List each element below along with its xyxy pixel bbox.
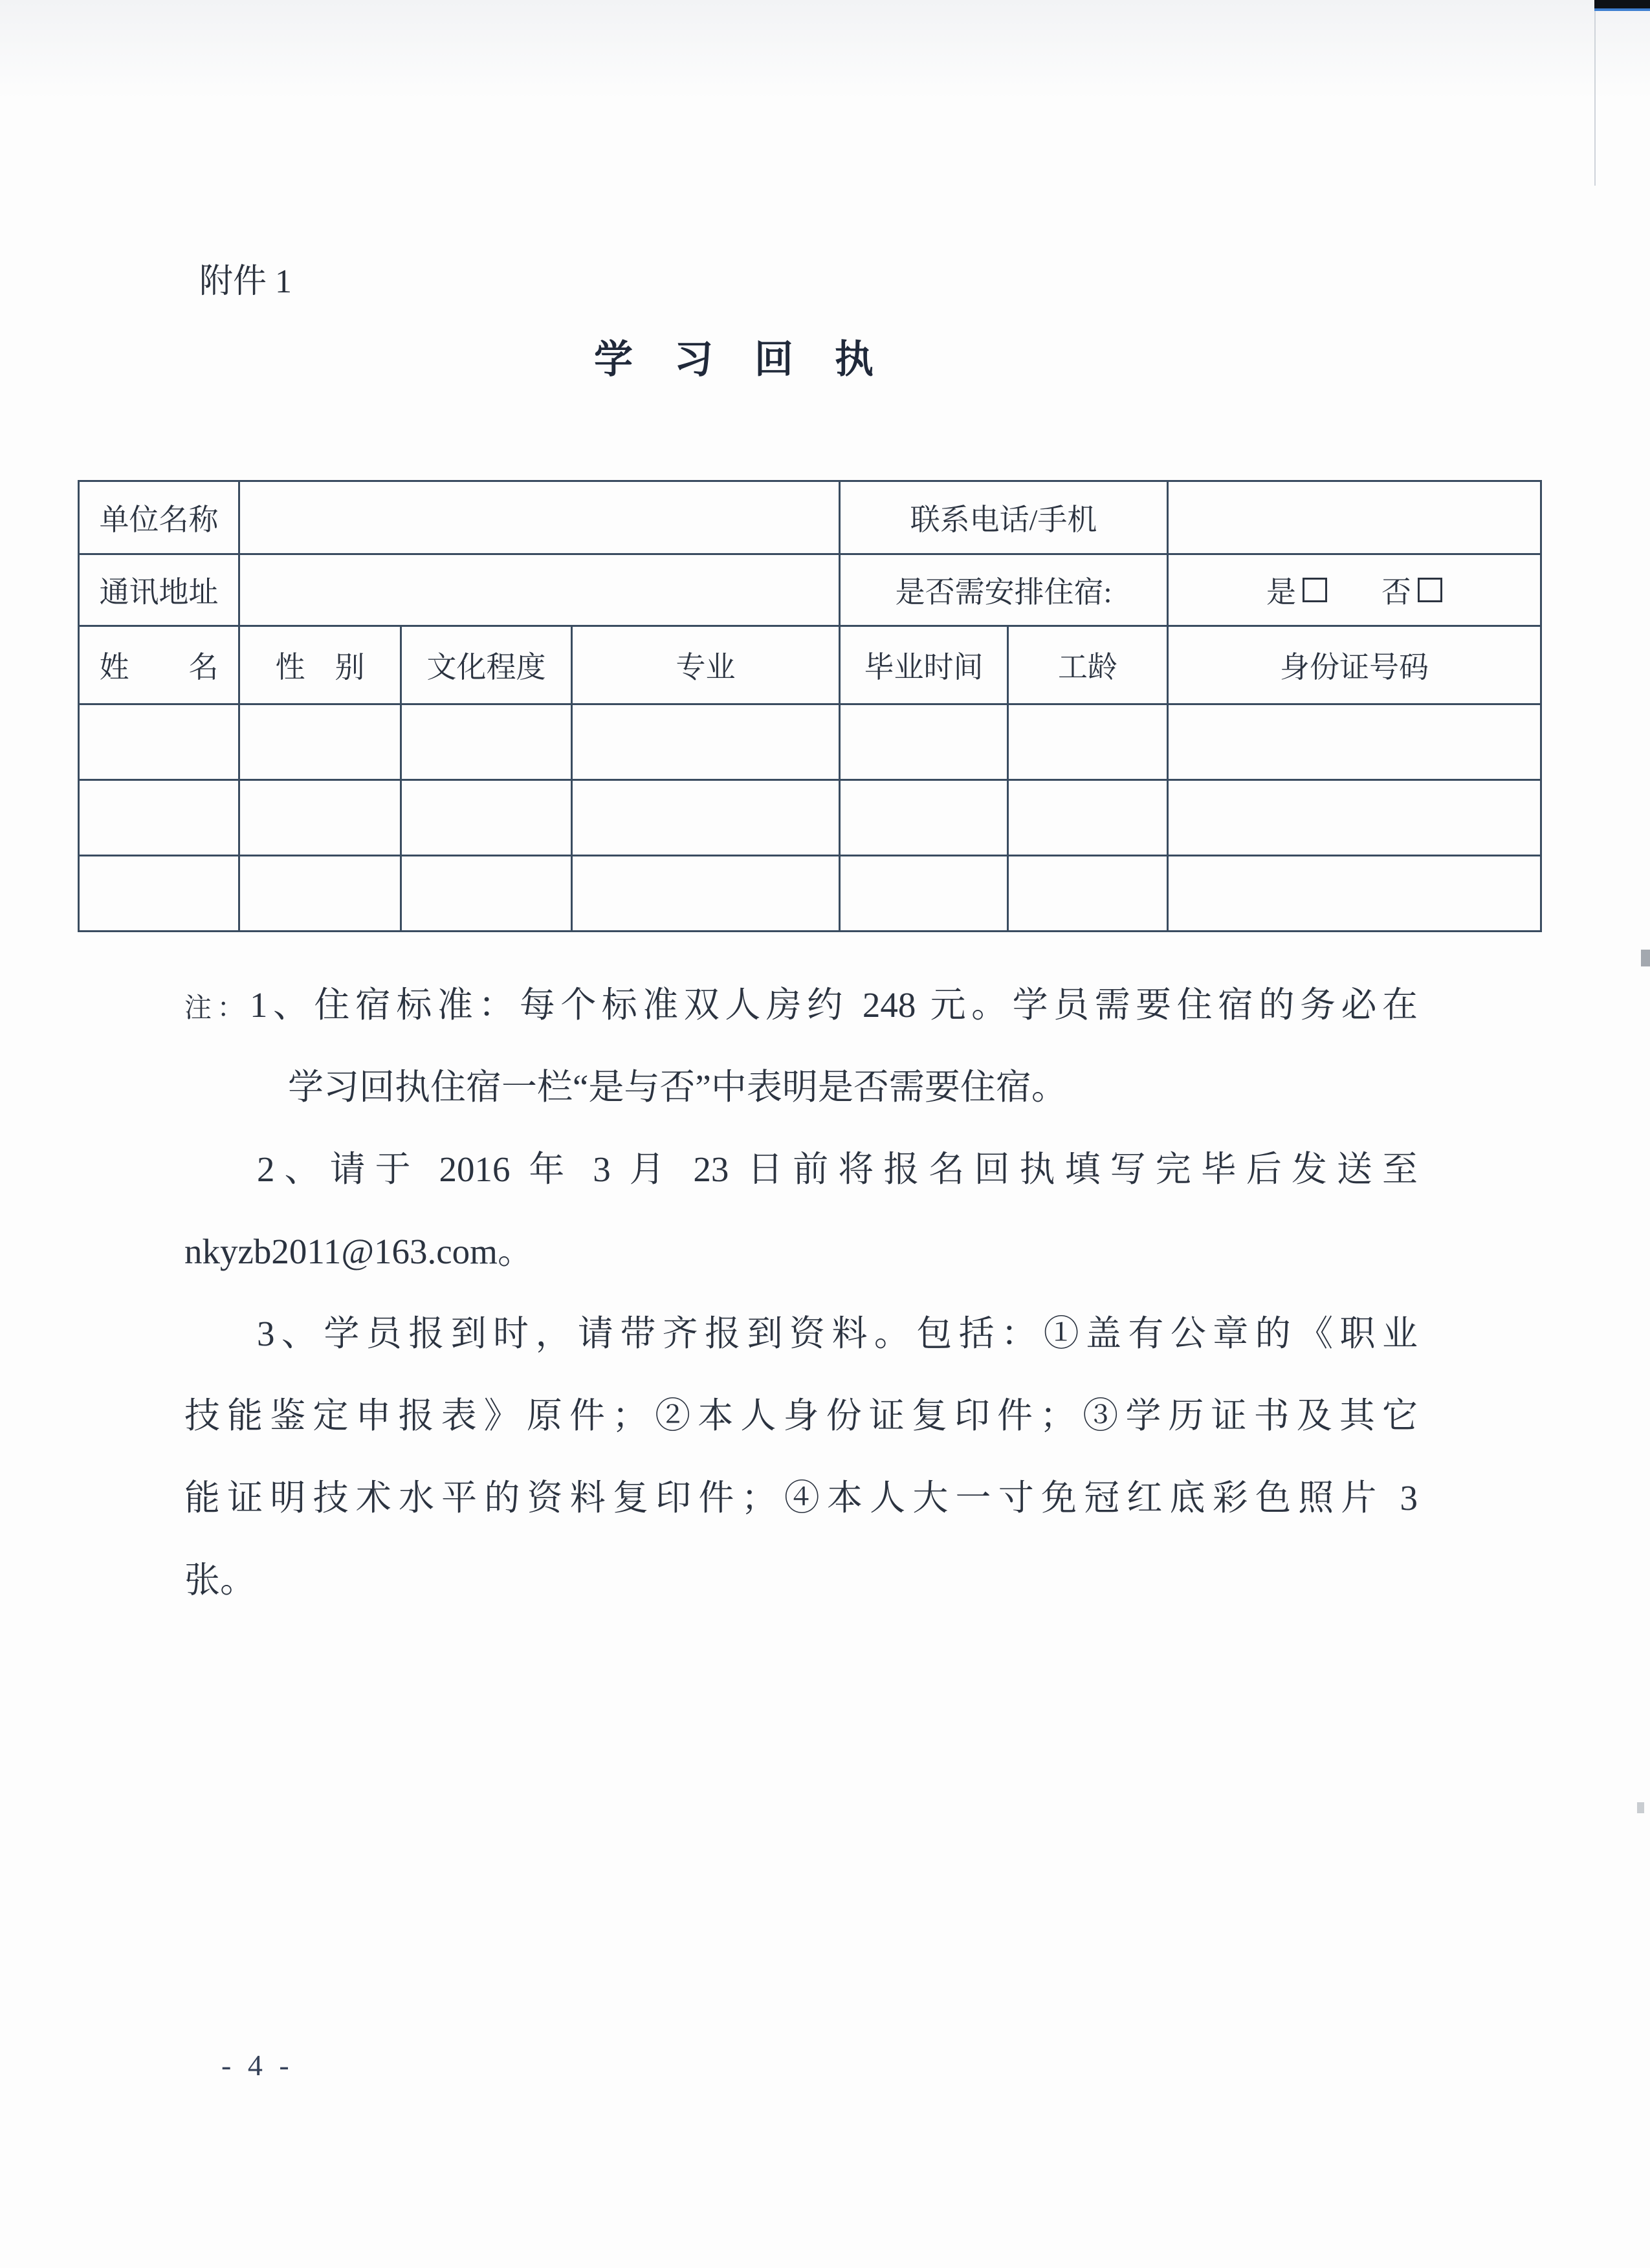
empty-cell — [79, 856, 239, 932]
notes-section — [184, 964, 1418, 1621]
empty-cell — [239, 780, 401, 856]
empty-cell — [840, 780, 1008, 856]
column-header-graduation: 毕业时间 — [840, 626, 1008, 704]
table-row — [79, 856, 1541, 932]
note-label: 注： — [184, 994, 250, 1023]
page-title: 学 习 回 执 — [594, 338, 875, 381]
column-header-major: 专业 — [572, 626, 840, 704]
scan-artifact-top-bar — [1594, 0, 1650, 11]
empty-cell — [1168, 856, 1541, 932]
lodging-label: 是否需安排住宿: — [840, 554, 1168, 626]
table-row — [79, 780, 1541, 856]
table-row — [79, 704, 1541, 780]
empty-cell — [1008, 856, 1168, 932]
empty-cell — [1008, 780, 1168, 856]
yes-checkbox — [1303, 578, 1327, 602]
lodging-yes-option — [1266, 569, 1327, 611]
note-line-7: 能证明技术水平的资料复印件；④本人大一寸免冠红底彩色照片 3 — [184, 1478, 1418, 1518]
empty-cell — [572, 780, 840, 856]
unit-name-label: 单位名称 — [79, 481, 239, 554]
note-line-2: 学习回执住宿一栏“是与否”中表明是否需要住宿。 — [288, 1067, 1067, 1107]
note-1-text: 1、住宿标准：每个标准双人房约 248 元。学员需要住宿的务必在 — [249, 985, 1418, 1025]
page-number: - 4 - — [221, 2049, 294, 2082]
column-header-education: 文化程度 — [401, 626, 572, 704]
lodging-yes-label: 是 — [1266, 576, 1296, 609]
empty-cell — [239, 704, 401, 780]
empty-cell — [1168, 780, 1541, 856]
column-header-seniority: 工龄 — [1008, 626, 1168, 704]
empty-cell — [401, 704, 572, 780]
empty-cell — [401, 780, 572, 856]
empty-cell — [572, 856, 840, 932]
note-line-3: 2、请于 2016 年 3 月 23 日前将报名回执填写完毕后发送至 — [257, 1150, 1418, 1189]
lodging-options-cell — [1168, 554, 1541, 626]
phone-field — [1168, 481, 1541, 554]
empty-cell — [572, 704, 840, 780]
empty-cell — [840, 704, 1008, 780]
note-line-8: 张。 — [184, 1560, 256, 1600]
empty-cell — [1168, 704, 1541, 780]
note-line-4-email: nkyzb2011@163.com。 — [184, 1232, 533, 1271]
lodging-options — [1169, 569, 1540, 611]
note-line-6: 技能鉴定申报表》原件；②本人身份证复印件；③学历证书及其它 — [184, 1396, 1418, 1435]
phone-label: 联系电话/手机 — [840, 481, 1168, 554]
scan-artifact-edge-mark — [1637, 1802, 1644, 1813]
column-header-id-number: 身份证号码 — [1168, 626, 1541, 704]
note-line-5: 3、学员报到时，请带齐报到资料。包括：①盖有公章的《职业 — [257, 1314, 1418, 1353]
empty-cell — [239, 856, 401, 932]
column-header-name: 姓 名 — [79, 626, 239, 704]
empty-cell — [79, 780, 239, 856]
address-label: 通讯地址 — [79, 554, 239, 626]
no-checkbox — [1418, 578, 1442, 602]
lodging-no-label: 否 — [1381, 576, 1411, 609]
table-row — [79, 481, 1541, 554]
scan-artifact-fold-line — [1594, 11, 1596, 186]
empty-cell — [840, 856, 1008, 932]
lodging-no-option — [1381, 569, 1442, 611]
attachment-label: 附件 1 — [199, 263, 292, 300]
table-header-row — [79, 626, 1541, 704]
note-line-1 — [184, 964, 1418, 1046]
empty-cell — [79, 704, 239, 780]
reply-form-table — [78, 480, 1542, 932]
table-row — [79, 554, 1541, 626]
column-header-gender: 性 别 — [239, 626, 401, 704]
scan-artifact-edge-mark — [1641, 950, 1650, 966]
empty-cell — [1008, 704, 1168, 780]
empty-cell — [401, 856, 572, 932]
unit-name-field — [239, 481, 840, 554]
address-field — [239, 554, 840, 626]
